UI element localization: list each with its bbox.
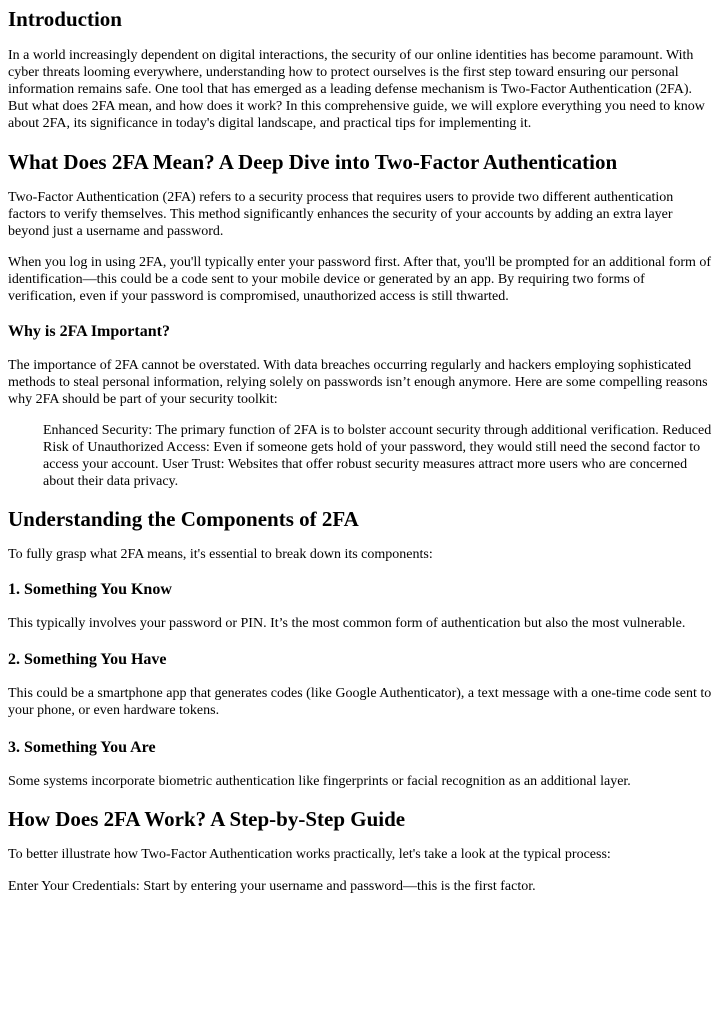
know-heading: 1. Something You Know: [8, 581, 172, 598]
are-text: Some systems incorporate biometric authentication like fingerprints or facial recognition as an additional layer.: [8, 774, 631, 789]
why-paragraph: The importance of 2FA cannot be overstated. With data breaches occurring regularly and hackers employing sophisticated methods to steal personal information, relying solely on passwords isn’t enough anymore. Here are some compelling reasons why 2FA should be part of your security toolkit:: [8, 358, 708, 407]
components-heading: Understanding the Components of 2FA: [8, 507, 359, 531]
why-heading: Why is 2FA Important?: [8, 323, 170, 340]
components-paragraph: To fully grasp what 2FA means, it's essential to break down its components:: [8, 547, 433, 562]
what-paragraph-2: When you log in using 2FA, you'll typically enter your password first. After that, you'll be prompted for an additional form of identification—this could be a code sent to your mobile device or generated by an app. By requiring two forms of verification, even if your password is compromised, unauthorized access is still thwarted.: [8, 255, 712, 304]
know-text: This typically involves your password or PIN. It’s the most common form of authentication but also the most vulnerable.: [8, 616, 686, 631]
document-page: [0, 7, 720, 895]
what-paragraph-1: Two-Factor Authentication (2FA) refers to a security process that requires users to provide two different authentication factors to verify themselves. This method significantly enhances the security of your accounts by adding an extra layer beyond just a username and password.: [8, 190, 674, 239]
how-paragraph-1: To better illustrate how Two-Factor Authentication works practically, let's take a look at the typical process:: [8, 847, 611, 862]
are-heading: 3. Something You Are: [8, 739, 156, 756]
how-paragraph-2: Enter Your Credentials: Start by entering your username and password—this is the first factor.: [8, 879, 536, 894]
what-heading: What Does 2FA Mean? A Deep Dive into Two-Factor Authentication: [8, 150, 618, 174]
intro-paragraph: In a world increasingly dependent on digital interactions, the security of our online identities has become paramount. With cyber threats looming everywhere, understanding how to protect ourselves is the first step toward ensuring our personal information remains safe. One tool that has emerged as a leading defense mechanism is Two-Factor Authentication (2FA). But what does 2FA mean, and how does it work? In this comprehensive guide, we will explore everything you need to know about 2FA, its significance in today's digital landscape, and practical tips for implementing it.: [8, 48, 705, 131]
have-heading: 2. Something You Have: [8, 651, 167, 668]
why-reasons-quote: Enhanced Security: The primary function of 2FA is to bolster account security through additional verification. Reduced Risk of Unauthorized Access: Even if someone gets hold of your password, they would still need the second factor to access your account. User Trust: Websites that offer robust security measures attract more users who are concerned about their data privacy.: [43, 423, 712, 489]
intro-heading: Introduction: [8, 7, 122, 31]
how-heading: How Does 2FA Work? A Step-by-Step Guide: [8, 807, 406, 831]
have-text: This could be a smartphone app that generates codes (like Google Authenticator), a text message with a one-time code sent to your phone, or even hardware tokens.: [8, 686, 712, 718]
